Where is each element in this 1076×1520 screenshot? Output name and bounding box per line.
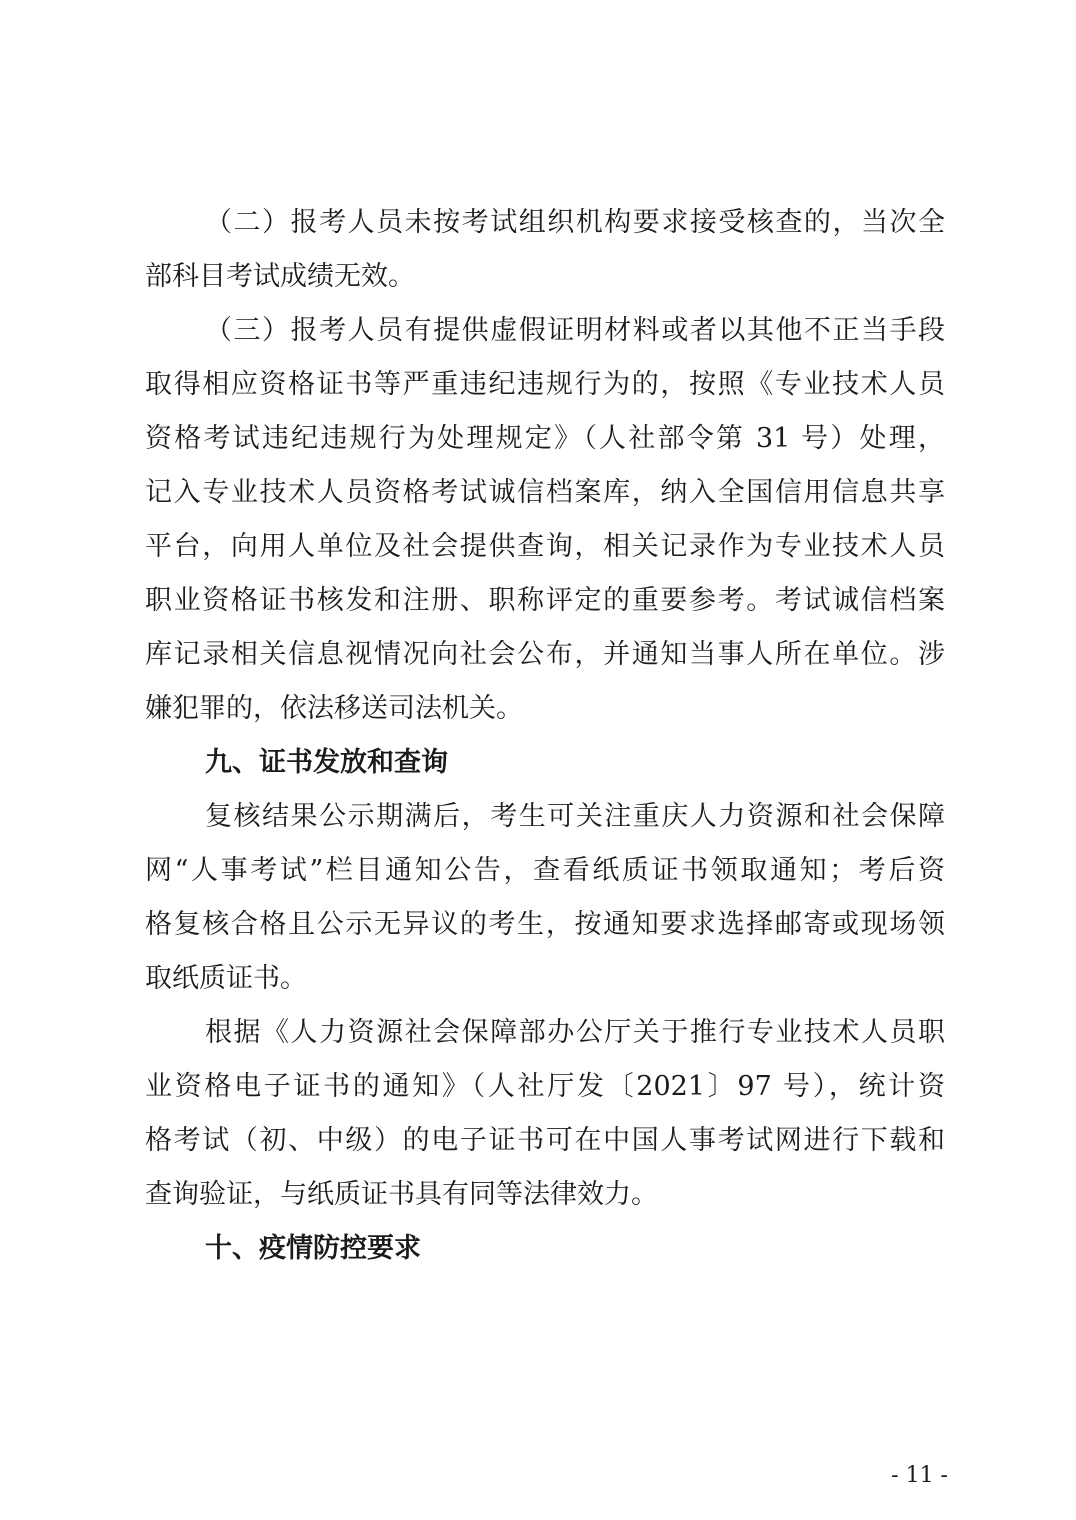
paragraph-2-line-2: 部科目考试成绩无效。 [145,261,415,292]
section-9-paragraph-1-line-4: 取纸质证书。 [145,963,307,994]
paragraph-3-line-1: （三）报考人员有提供虚假证明材料或者以其他不正当手段 [205,315,945,346]
paragraph-3-line-4: 记入专业技术人员资格考试诚信档案库，纳入全国信用信息共享 [145,477,945,508]
section-9-paragraph-1-line-2: 网“人事考试”栏目通知公告，查看纸质证书领取通知；考后资 [145,855,945,886]
paragraph-3-line-2: 取得相应资格证书等严重违纪违规行为的，按照《专业技术人员 [145,369,945,400]
section-10-heading: 十、疫情防控要求 [205,1233,421,1264]
page-number: - 11 - [891,1463,948,1488]
section-9-paragraph-1-line-3: 格复核合格且公示无异议的考生，按通知要求选择邮寄或现场领 [145,909,945,940]
paragraph-2-line-1: （二）报考人员未按考试组织机构要求接受核查的，当次全 [205,207,945,238]
paragraph-3-line-5: 平台，向用人单位及社会提供查询，相关记录作为专业技术人员 [145,531,945,562]
paragraph-3-line-8: 嫌犯罪的，依法移送司法机关。 [145,693,523,724]
section-9-paragraph-2-line-4: 查询验证，与纸质证书具有同等法律效力。 [145,1179,658,1210]
section-9-paragraph-1-line-1: 复核结果公示期满后，考生可关注重庆人力资源和社会保障 [205,801,945,832]
paragraph-3-line-3: 资格考试违纪违规行为处理规定》（人社部令第 31 号）处理， [145,423,945,454]
paragraph-3-line-6: 职业资格证书核发和注册、职称评定的重要参考。考试诚信档案 [145,585,945,616]
section-9-paragraph-2-line-2: 业资格电子证书的通知》（人社厅发〔2021〕97 号），统计资 [145,1071,945,1102]
section-9-paragraph-2-line-3: 格考试（初、中级）的电子证书可在中国人事考试网进行下载和 [145,1125,945,1156]
paragraph-3-line-7: 库记录相关信息视情况向社会公布，并通知当事人所在单位。涉 [145,639,945,670]
section-9-heading: 九、证书发放和查询 [205,747,448,778]
section-9-paragraph-2-line-1: 根据《人力资源社会保障部办公厅关于推行专业技术人员职 [205,1017,945,1048]
